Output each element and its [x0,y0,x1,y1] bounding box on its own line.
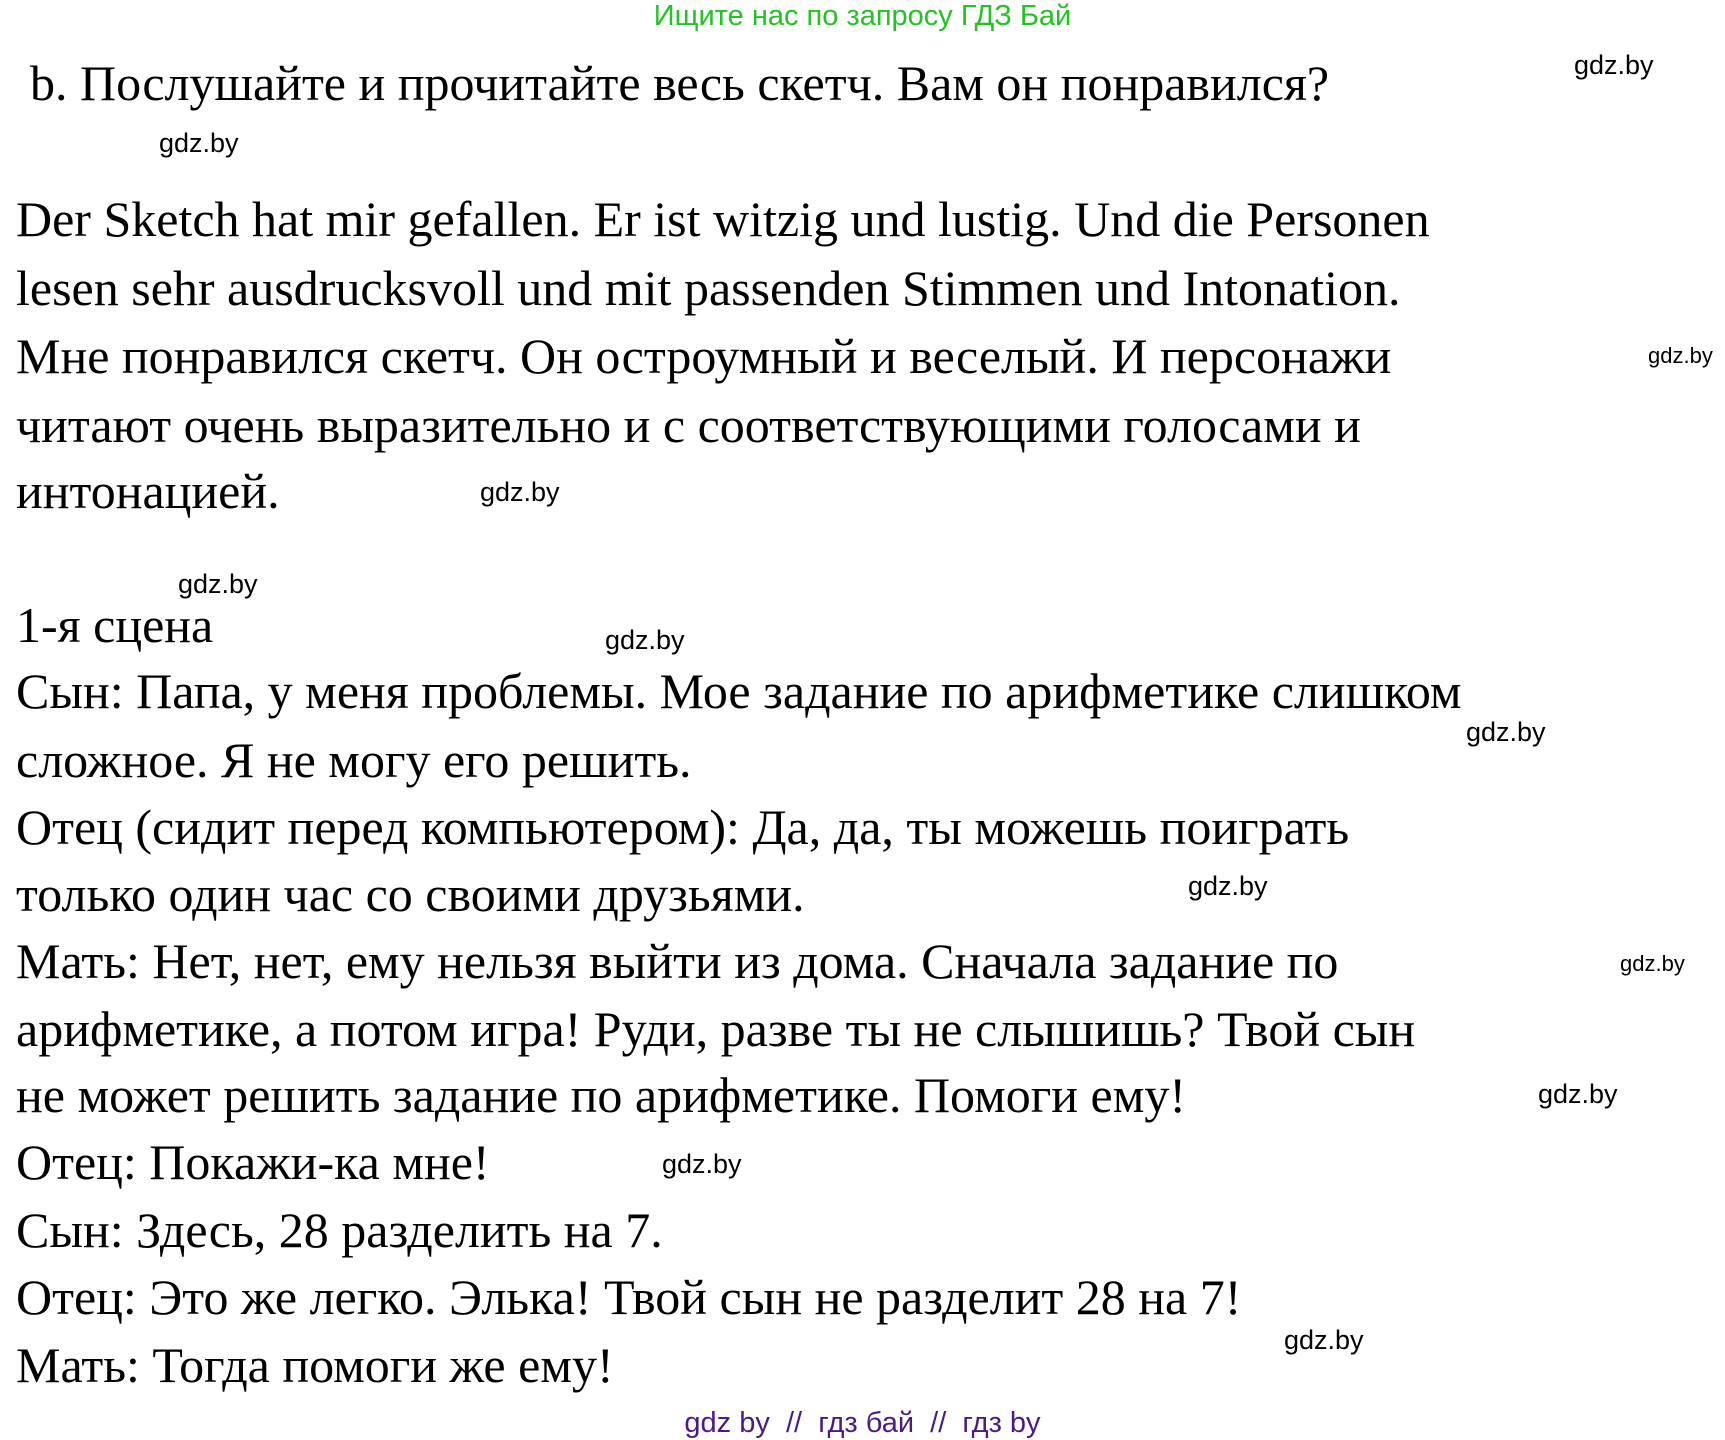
watermark: gdz.by [1574,50,1654,80]
dialogue-line: сложное. Я не могу его решить. [16,732,692,788]
task-title: b. Послушайте и прочитайте весь скетч. Вам он понравился? [30,55,1330,111]
dialogue-line: арифметике, а потом игра! Руди, разве ты не слышишь? Твой сын [16,1001,1416,1057]
watermark: gdz.by [662,1149,742,1179]
dialogue-line: Сын: Папа, у меня проблемы. Мое задание по арифметике слишком [16,663,1462,719]
dialogue-line: Отец (сидит перед компьютером): Да, да, ты можешь поиграть [16,799,1350,855]
answer-line: интонацией. [16,463,280,519]
answer-line: Der Sketch hat mir gefallen. Er ist witzig und lustig. Und die Personen [16,191,1430,247]
watermark: gdz.by [605,625,685,655]
watermark: gdz.by [1648,343,1713,368]
watermark: gdz.by [1188,871,1268,901]
dialogue-line: Мать: Тогда помоги же ему! [16,1337,614,1393]
watermark: gdz.by [1466,717,1546,747]
watermark: gdz.by [178,569,258,599]
footer-links: gdz by // гдз бай // гдз by [684,1407,1041,1439]
answer-line: читают очень выразительно и с соответствующими голосами и [16,397,1361,453]
dialogue-line: Сын: Здесь, 28 разделить на 7. [16,1202,663,1258]
dialogue-line: Отец: Покажи-ка мне! [16,1134,490,1190]
dialogue-line: только один час со своими друзьями. [16,866,805,922]
dialogue-line: Отец: Это же легко. Элька! Твой сын не разделит 28 на 7! [16,1269,1242,1325]
dialogue-line: Мать: Нет, нет, ему нельзя выйти из дома. Сначала задание по [16,933,1339,989]
watermark: gdz.by [1620,951,1685,976]
dialogue-line: не может решить задание по арифметике. Помоги ему! [16,1067,1186,1123]
watermark: gdz.by [1538,1079,1618,1109]
answer-line: Мне понравился скетч. Он остроумный и веселый. И персонажи [16,328,1392,384]
watermark: gdz.by [480,477,560,507]
watermark: gdz.by [159,128,239,158]
answer-line: lesen sehr ausdrucksvoll und mit passenden Stimmen und Intonation. [16,260,1401,316]
search-hint-banner: Ищите нас по запросу ГДЗ Бай [653,0,1072,32]
watermark: gdz.by [1284,1325,1364,1355]
scene-heading: 1-я сцена [16,597,214,653]
